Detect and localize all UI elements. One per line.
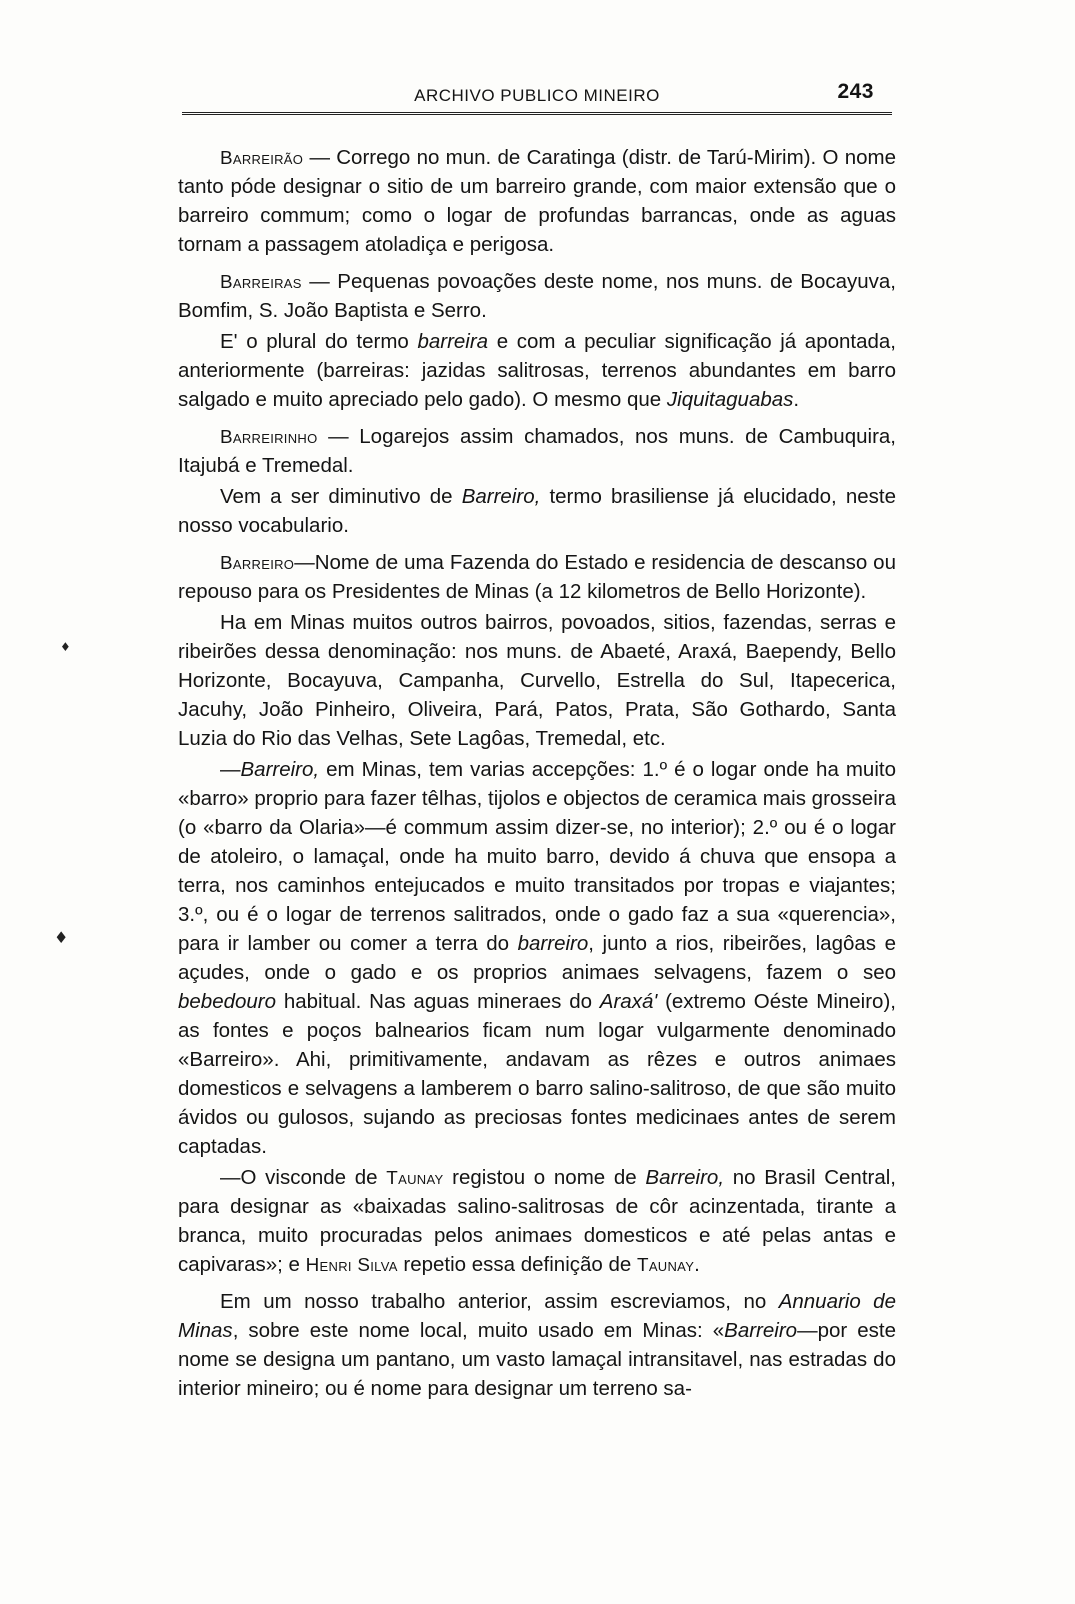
smallcaps-run: Taunay [637, 1254, 695, 1275]
text-run: e com a peculiar significação já apontada, anteriormente (barreiras: jazidas salitrosas, terrenos abundantes em barro salgado e muito apreciado pelo gado). O mesmo que [178, 330, 896, 411]
text-run: Vem a ser diminutivo de [220, 485, 462, 508]
italic-run: Barreiro, [240, 758, 320, 781]
smallcaps-run: Henri Silva [305, 1254, 398, 1275]
margin-mark: ♦ [54, 928, 69, 947]
body-text [178, 143, 896, 1403]
entry-term: Barreirinho [220, 426, 318, 447]
italic-run: Annuario de Minas [178, 1290, 896, 1342]
entry-barreirinho [178, 422, 896, 480]
text-run: — Logarejos assim chamados, nos muns. de Cambuquira, Itajubá e Tremedal. [178, 425, 896, 477]
book-page [178, 80, 896, 1405]
text-run: registou o nome de [443, 1166, 646, 1189]
text-run: Em um nosso trabalho anterior, assim escreviamos, no [220, 1290, 779, 1313]
text-run: —por este nome se designa um pantano, um vasto lamaçal intransitavel, nas estradas do interior mineiro; ou é nome para designar um terreno sa- [178, 1319, 896, 1400]
text-run: Ha em Minas muitos outros bairros, povoados, sitios, fazendas, serras e ribeirões dessa denominação: nos muns. de Abaeté, Araxá, Baependy, Bello Horizonte, Bocayuva, Campanha, Curvello, Estrella do Sul, Itapecerica, Jacuhy, João Pinheiro, Oliveira, Pará, Patos, Prata, São Gothardo, Santa Luzia do Rio das Velhas, Sete Lagôas, Tremedal, etc. [178, 611, 896, 750]
text-run: — [220, 758, 241, 781]
text-run: em Minas, tem varias accepções: 1.º é o logar onde ha muito «barro» proprio para fazer têlhas, tijolos e objectos de ceramica mais grosseira (o «barro da Olaria»—é commum assim dizer-se, no interior); 2.º ou é o logar de atoleiro, o lamaçal, onde ha muito barro, devido á chuva que ensopa a terra, nos caminhos entejucados e muito transitados por tropas e viajantes; 3.º, ou é o logar de terrenos salitrados, onde o gado faz a sua «querencia», para ir lamber ou comer a terra do [178, 758, 896, 955]
italic-run: Barreiro, [461, 485, 541, 508]
running-title: ARCHIVO PUBLICO MINEIRO [414, 86, 660, 105]
italic-run: bebedouro [178, 990, 277, 1013]
text-run: termo brasiliense já elucidado, neste nosso vocabulario. [178, 485, 896, 537]
text-run: — Corrego no mun. de Caratinga (distr. de Tarú-Mirim). O nome tanto póde designar o sitio de um barreiro grande, com maior extensão que o barreiro commum; como o logar de profundas barrancas, onde as aguas tornam a passagem atoladiça e perigosa. [178, 146, 896, 256]
running-head [178, 80, 896, 110]
text-run: . [694, 1253, 700, 1276]
entry-term: Barreiras [220, 271, 302, 292]
italic-run: barreira [417, 330, 489, 353]
margin-mark: ♦ [60, 640, 71, 654]
text-run: —Nome de uma Fazenda do Estado e residencia de descanso ou repouso para os Presidentes de Minas (a 12 kilometros de Bello Horizonte). [178, 551, 896, 603]
text-run: — Pequenas povoações deste nome, nos muns. de Bocayuva, Bomfim, S. João Baptista e Serro. [178, 270, 896, 322]
italic-run: Jiquitaguabas [666, 388, 794, 411]
entry-barreiras [178, 267, 896, 325]
text-run: habitual. Nas aguas mineraes do [276, 990, 600, 1013]
text-run: , sobre este nome local, muito usado em Minas: « [232, 1319, 725, 1342]
italic-run: barreiro [517, 932, 589, 955]
italic-run: Barreiro, [645, 1166, 725, 1189]
italic-run: Barreiro [724, 1319, 798, 1342]
page-number: 243 [837, 80, 874, 103]
text-run: repetio essa definição de [397, 1253, 638, 1276]
text-run: no Brasil Central, para designar as «baixadas salino-salitrosas de côr acinzentada, tirante a branca, muito procuradas pelos animaes domesticos e até pelas antas e capivaras»; e [178, 1166, 896, 1276]
text-run: , junto a rios, ribeirões, lagôas e açudes, onde o gado e os proprios animaes selvagens, fazem o seo [178, 932, 896, 984]
text-run: E' o plural do termo [220, 330, 418, 353]
header-rule [182, 112, 892, 115]
smallcaps-run: Taunay [386, 1167, 444, 1188]
italic-run: Araxá' [599, 990, 658, 1013]
paragraph-barreiro-minas [178, 608, 896, 753]
paragraph-barreiro-accepcoes [178, 755, 896, 1161]
entry-barreiro [178, 548, 896, 606]
paragraph-taunay [178, 1163, 896, 1279]
text-run: (extremo Oéste Mineiro), as fontes e poços balnearios ficam num logar vulgarmente denominado «Barreiro». Ahi, primitivamente, andavam as rêzes e outros animaes domesticos e selvagens a lamberem o barro salino-salitroso, de que são muito ávidos ou gulosos, sujando as preciosas fontes medicinaes antes de serem captadas. [178, 990, 896, 1158]
entry-term: Barreiro [220, 552, 295, 573]
paragraph-barreiras-plural [178, 327, 896, 414]
paragraph-barreirinho-diminutivo [178, 482, 896, 540]
entry-barreirao [178, 143, 896, 259]
entry-term: Barreirão [220, 147, 304, 168]
text-run: —O visconde de [220, 1166, 387, 1189]
text-run: . [793, 388, 800, 411]
paragraph-annuario [178, 1287, 896, 1403]
